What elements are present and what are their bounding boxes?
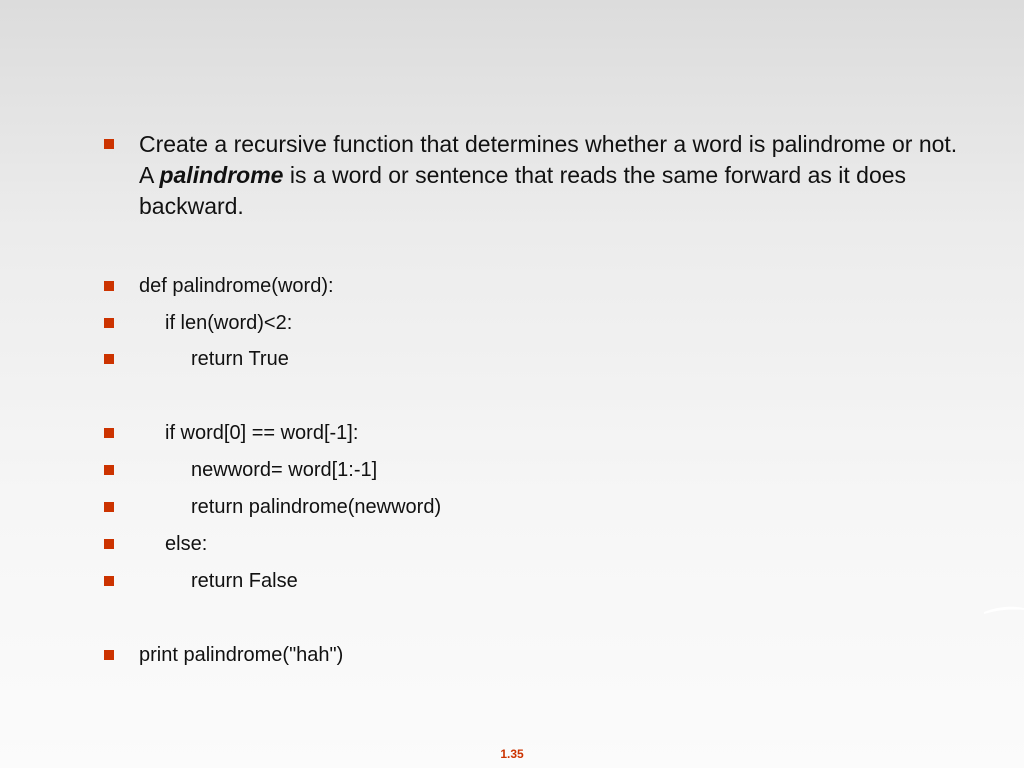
page-number: 1.35: [500, 747, 524, 761]
code-line: if len(word)<2:: [165, 312, 293, 334]
intro-text-end: is a word or sentence that reads the same forward as it does backward.: [139, 162, 907, 219]
decorative-swoosh: [984, 600, 1024, 620]
code-line: else:: [165, 533, 208, 555]
code-line: if word[0] == word[-1]:: [165, 422, 359, 444]
palindrome-term: palindrome: [159, 162, 284, 188]
code-line: return palindrome(newword): [191, 496, 442, 518]
bullet-icon: [104, 650, 114, 660]
bullet-icon: [104, 428, 114, 438]
bullet-icon: [104, 502, 114, 512]
code-line: return True: [191, 348, 289, 370]
bullet-icon: [104, 139, 114, 149]
code-line: def palindrome(word):: [139, 275, 334, 297]
code-line: return False: [191, 570, 298, 592]
bullet-icon: [104, 281, 114, 291]
code-line: print palindrome("hah"): [139, 644, 344, 666]
bullet-icon: [104, 318, 114, 328]
code-line: newword= word[1:-1]: [191, 459, 378, 481]
intro-paragraph: [139, 129, 959, 222]
bullet-icon: [104, 354, 114, 364]
intro-text-start: Create a recursive function that determines whether a word is palindrome or not. A: [139, 131, 958, 188]
bullet-icon: [104, 465, 114, 475]
bullet-icon: [104, 539, 114, 549]
bullet-icon: [104, 576, 114, 586]
